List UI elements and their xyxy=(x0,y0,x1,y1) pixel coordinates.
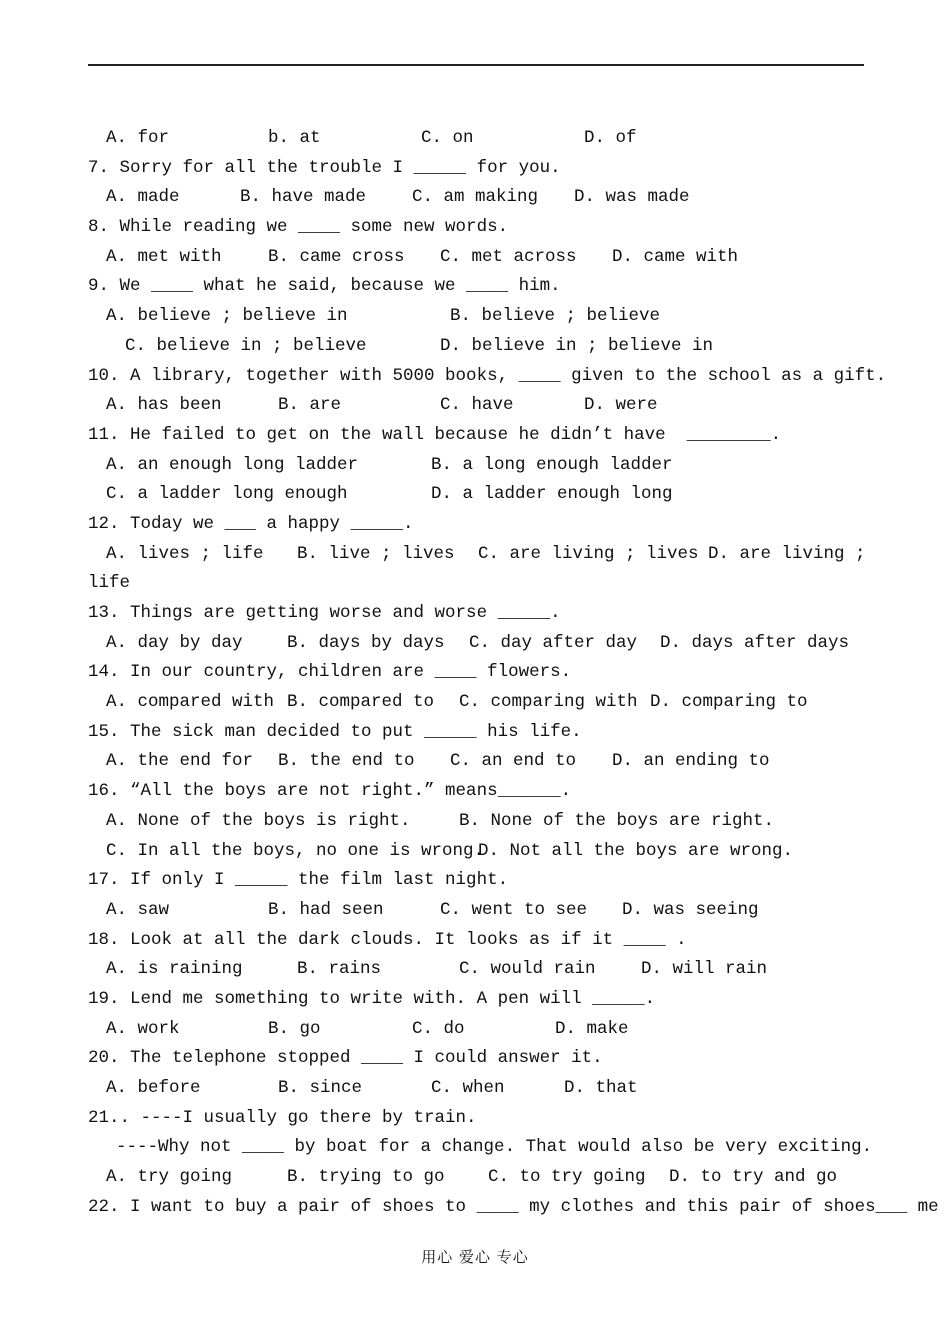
option-c: C. an end to xyxy=(450,751,577,772)
header-rule xyxy=(88,64,864,66)
option-d: D. that xyxy=(564,1078,638,1098)
option-c: C. met across xyxy=(440,246,577,267)
option-d: D. comparing to xyxy=(650,692,808,713)
question-stem: 13. Things are getting worse and worse _____. xyxy=(88,603,561,623)
question-stem: 9. We ____ what he said, because we ____ him. xyxy=(88,276,561,297)
option-a: A. day by day xyxy=(106,632,243,653)
options-row xyxy=(88,747,868,777)
question-stem: 15. The sick man decided to put _____ his life. xyxy=(88,721,582,742)
question-stem: 12. Today we ___ a happy _____. xyxy=(88,513,414,534)
option-b: B. a long enough ladder xyxy=(431,454,673,475)
option-b: B. live ; lives xyxy=(297,543,455,564)
option-c: C. day after day xyxy=(469,632,638,653)
options-row xyxy=(88,1074,868,1104)
option-c: C. believe in ; believe xyxy=(125,335,367,356)
options-row xyxy=(88,837,868,867)
option-c: C. to try going xyxy=(488,1167,646,1188)
options-row xyxy=(88,1015,868,1045)
option-a: A. has been xyxy=(106,395,222,416)
option-b: b. at xyxy=(268,128,321,148)
option-c: C. a ladder long enough xyxy=(106,484,348,505)
question-stem: 22. I want to buy a pair of shoes to ____ my clothes and this pair of shoes___ me xyxy=(88,1196,939,1217)
options-row xyxy=(88,243,868,273)
option-b: B. came cross xyxy=(268,246,405,267)
options-row xyxy=(88,1163,868,1193)
option-d: D. came with xyxy=(612,246,739,267)
question-stem: 21.. ----I usually go there by train. xyxy=(88,1107,477,1128)
options-row xyxy=(88,451,868,481)
option-a: A. lives ; life xyxy=(106,543,264,564)
option-d: D. make xyxy=(555,1018,629,1039)
option-wrap: life xyxy=(88,573,131,594)
option-a: A. try going xyxy=(106,1167,233,1188)
question-stem: 14. In our country, children are ____ flowers. xyxy=(88,662,572,683)
options-row xyxy=(88,540,868,570)
option-d: D. to try and go xyxy=(669,1167,838,1188)
option-d: D. an ending to xyxy=(612,751,770,772)
option-b: B. None of the boys are right. xyxy=(459,810,775,831)
question-list xyxy=(88,124,939,1222)
option-a: A. before xyxy=(106,1078,201,1098)
option-c: C. on xyxy=(421,128,474,148)
option-b: B. are xyxy=(278,395,342,416)
option-a: A. None of the boys is right. xyxy=(106,810,411,831)
option-d: D. Not all the boys are wrong. xyxy=(478,840,794,861)
question-stem: 16. “All the boys are not right.” means______. xyxy=(88,781,572,802)
option-c: C. In all the boys, no one is wrong. xyxy=(106,840,485,861)
options-row xyxy=(88,302,868,332)
question-stem: 10. A library, together with 5000 books, ____ given to the school as a gift. xyxy=(88,365,887,386)
option-a: A. made xyxy=(106,187,180,208)
options-row xyxy=(88,688,868,718)
option-a: A. for xyxy=(106,128,170,148)
options-row xyxy=(88,332,868,362)
option-b: B. the end to xyxy=(278,751,415,772)
option-c: C. went to see xyxy=(440,899,588,920)
option-d: D. are living ; xyxy=(708,543,866,564)
option-d: D. of xyxy=(584,128,637,148)
option-d: D. were xyxy=(584,395,658,416)
option-a: A. is raining xyxy=(106,959,243,980)
option-d: D. was seeing xyxy=(622,899,759,920)
option-b: B. days by days xyxy=(287,632,445,653)
option-b: B. go xyxy=(268,1018,321,1039)
options-row xyxy=(88,629,868,659)
option-c: C. have xyxy=(440,395,514,416)
option-b: B. believe ; believe xyxy=(450,306,661,327)
page-footer: 用心 爱心 专心 xyxy=(421,1248,529,1266)
option-c: C. comparing with xyxy=(459,692,638,713)
option-a: A. saw xyxy=(106,899,170,920)
option-b: B. compared to xyxy=(287,692,435,713)
options-row xyxy=(88,807,868,837)
option-d: D. will rain xyxy=(641,959,768,980)
question-stem: 17. If only I _____ the film last night. xyxy=(88,870,509,891)
question-stem: 7. Sorry for all the trouble I _____ for you. xyxy=(88,157,561,178)
option-c: C. do xyxy=(412,1018,465,1039)
option-d: D. a ladder enough long xyxy=(431,484,673,505)
question-stem: 11. He failed to get on the wall because he didn’t have ________. xyxy=(88,424,782,445)
options-row xyxy=(88,183,868,213)
question-stem-continued: ----Why not ____ by boat for a change. That would also be very exciting. xyxy=(116,1137,873,1158)
option-d: D. was made xyxy=(574,187,690,208)
option-a: A. work xyxy=(106,1018,180,1039)
options-row xyxy=(88,896,868,926)
option-d: D. believe in ; believe in xyxy=(440,335,714,356)
options-row xyxy=(88,480,868,510)
option-a: A. believe ; believe in xyxy=(106,306,348,327)
option-b: B. had seen xyxy=(268,899,384,920)
option-c: C. am making xyxy=(412,187,539,208)
option-c: C. when xyxy=(431,1078,505,1098)
option-d: D. days after days xyxy=(660,632,850,653)
option-c: C. would rain xyxy=(459,959,596,980)
option-b: B. since xyxy=(278,1078,363,1098)
question-stem: 18. Look at all the dark clouds. It looks as if it ____ . xyxy=(88,929,687,950)
option-a: A. compared with xyxy=(106,692,275,713)
option-c: C. are living ; lives xyxy=(478,543,699,564)
options-row xyxy=(88,955,868,985)
options-row xyxy=(88,124,868,154)
option-b: B. rains xyxy=(297,959,382,980)
option-b: B. trying to go xyxy=(287,1167,445,1188)
question-stem: 20. The telephone stopped ____ I could answer it. xyxy=(88,1048,603,1069)
question-stem: 8. While reading we ____ some new words. xyxy=(88,217,509,238)
option-a: A. the end for xyxy=(106,751,254,772)
options-row xyxy=(88,391,868,421)
option-b: B. have made xyxy=(240,187,367,208)
option-a: A. an enough long ladder xyxy=(106,454,359,475)
question-stem: 19. Lend me something to write with. A pen will _____. xyxy=(88,988,656,1009)
option-a: A. met with xyxy=(106,246,222,267)
